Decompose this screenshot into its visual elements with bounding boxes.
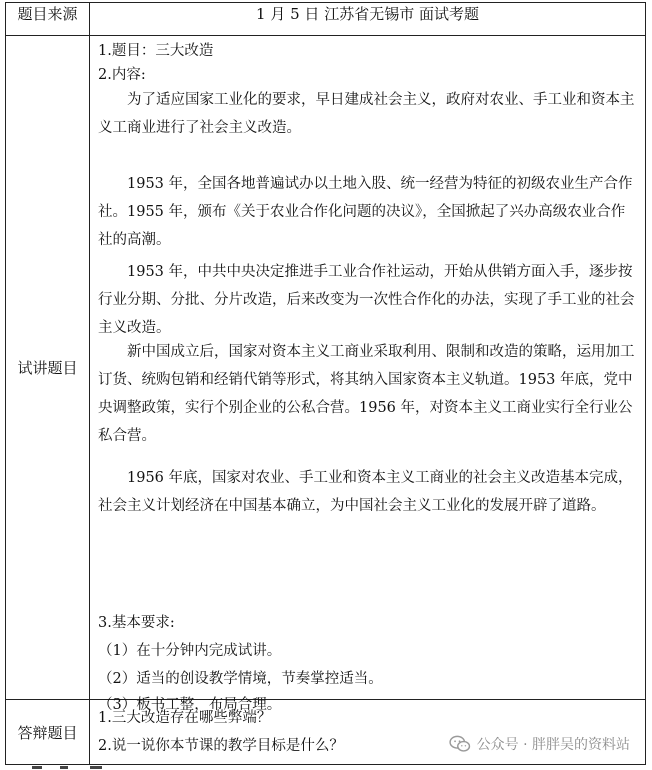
content-heading: 2.内容:: [98, 67, 146, 83]
lecture-content: [90, 36, 646, 713]
lecture-row: [6, 36, 646, 700]
requirement-3: （3）板书工整，布局合理。: [98, 697, 282, 713]
requirement-2: （2）适当的创设教学情境，节奏掌控适当。: [98, 671, 383, 687]
paragraph-4: 新中国成立后，国家对资本主义工商业采取利用、限制和改造的策略，运用加工订货、统购包销和经销代销等形式，将其纳入国家资本主义轨道。1953 年底，党中央调整政策，实行个别企业的公私合营。1956 年，对资本主义工商业实行全行业公私合营。: [98, 344, 635, 444]
wechat-icon: [449, 735, 471, 753]
topic-line: 1.题目：三大改造: [98, 43, 214, 59]
requirement-1: （1）在十分钟内完成试讲。: [98, 643, 282, 659]
clipped-text-fragment: [30, 764, 140, 770]
exam-table: [5, 2, 646, 765]
paragraph-2: 1953 年，全国各地普遍试办以土地入股、统一经营为特征的初级农业生产合作社。1955 年，颁布《关于农业合作化问题的决议》，全国掀起了兴办高级农业合作社的高潮。: [98, 176, 633, 248]
defense-question-2: 2.说一说你本节课的教学目标是什么？: [98, 738, 344, 754]
paragraph-1: 为了适应国家工业化的要求，早日建成社会主义，政府对农业、手工业和资本主义工商业进行了社会主义改造。: [98, 92, 635, 136]
defense-label: 答辩题目: [6, 700, 90, 765]
watermark: [449, 734, 630, 754]
lecture-label: 试讲题目: [6, 36, 90, 700]
source-row: [6, 3, 646, 36]
watermark-text: 公众号 · 胖胖吴的资料站: [476, 737, 630, 753]
source-value: 1 月 5 日 江苏省无锡市 面试考题: [90, 3, 646, 36]
defense-question-1: 1.三大改造存在哪些弊端？: [98, 710, 272, 726]
paragraph-5: 1956 年底，国家对农业、手工业和资本主义工商业的社会主义改造基本完成，社会主义计划经济在中国基本确立，为中国社会主义工业化的发展开辟了道路。: [98, 470, 633, 514]
paragraph-3: 1953 年，中共中央决定推进手工业合作社运动，开始从供销方面入手，逐步按行业分期、分批、分片改造，后来改变为一次性合作化的办法，实现了手工业的社会主义改造。: [98, 264, 635, 336]
source-label: 题目来源: [6, 3, 90, 36]
requirements-heading: 3.基本要求:: [98, 615, 175, 631]
